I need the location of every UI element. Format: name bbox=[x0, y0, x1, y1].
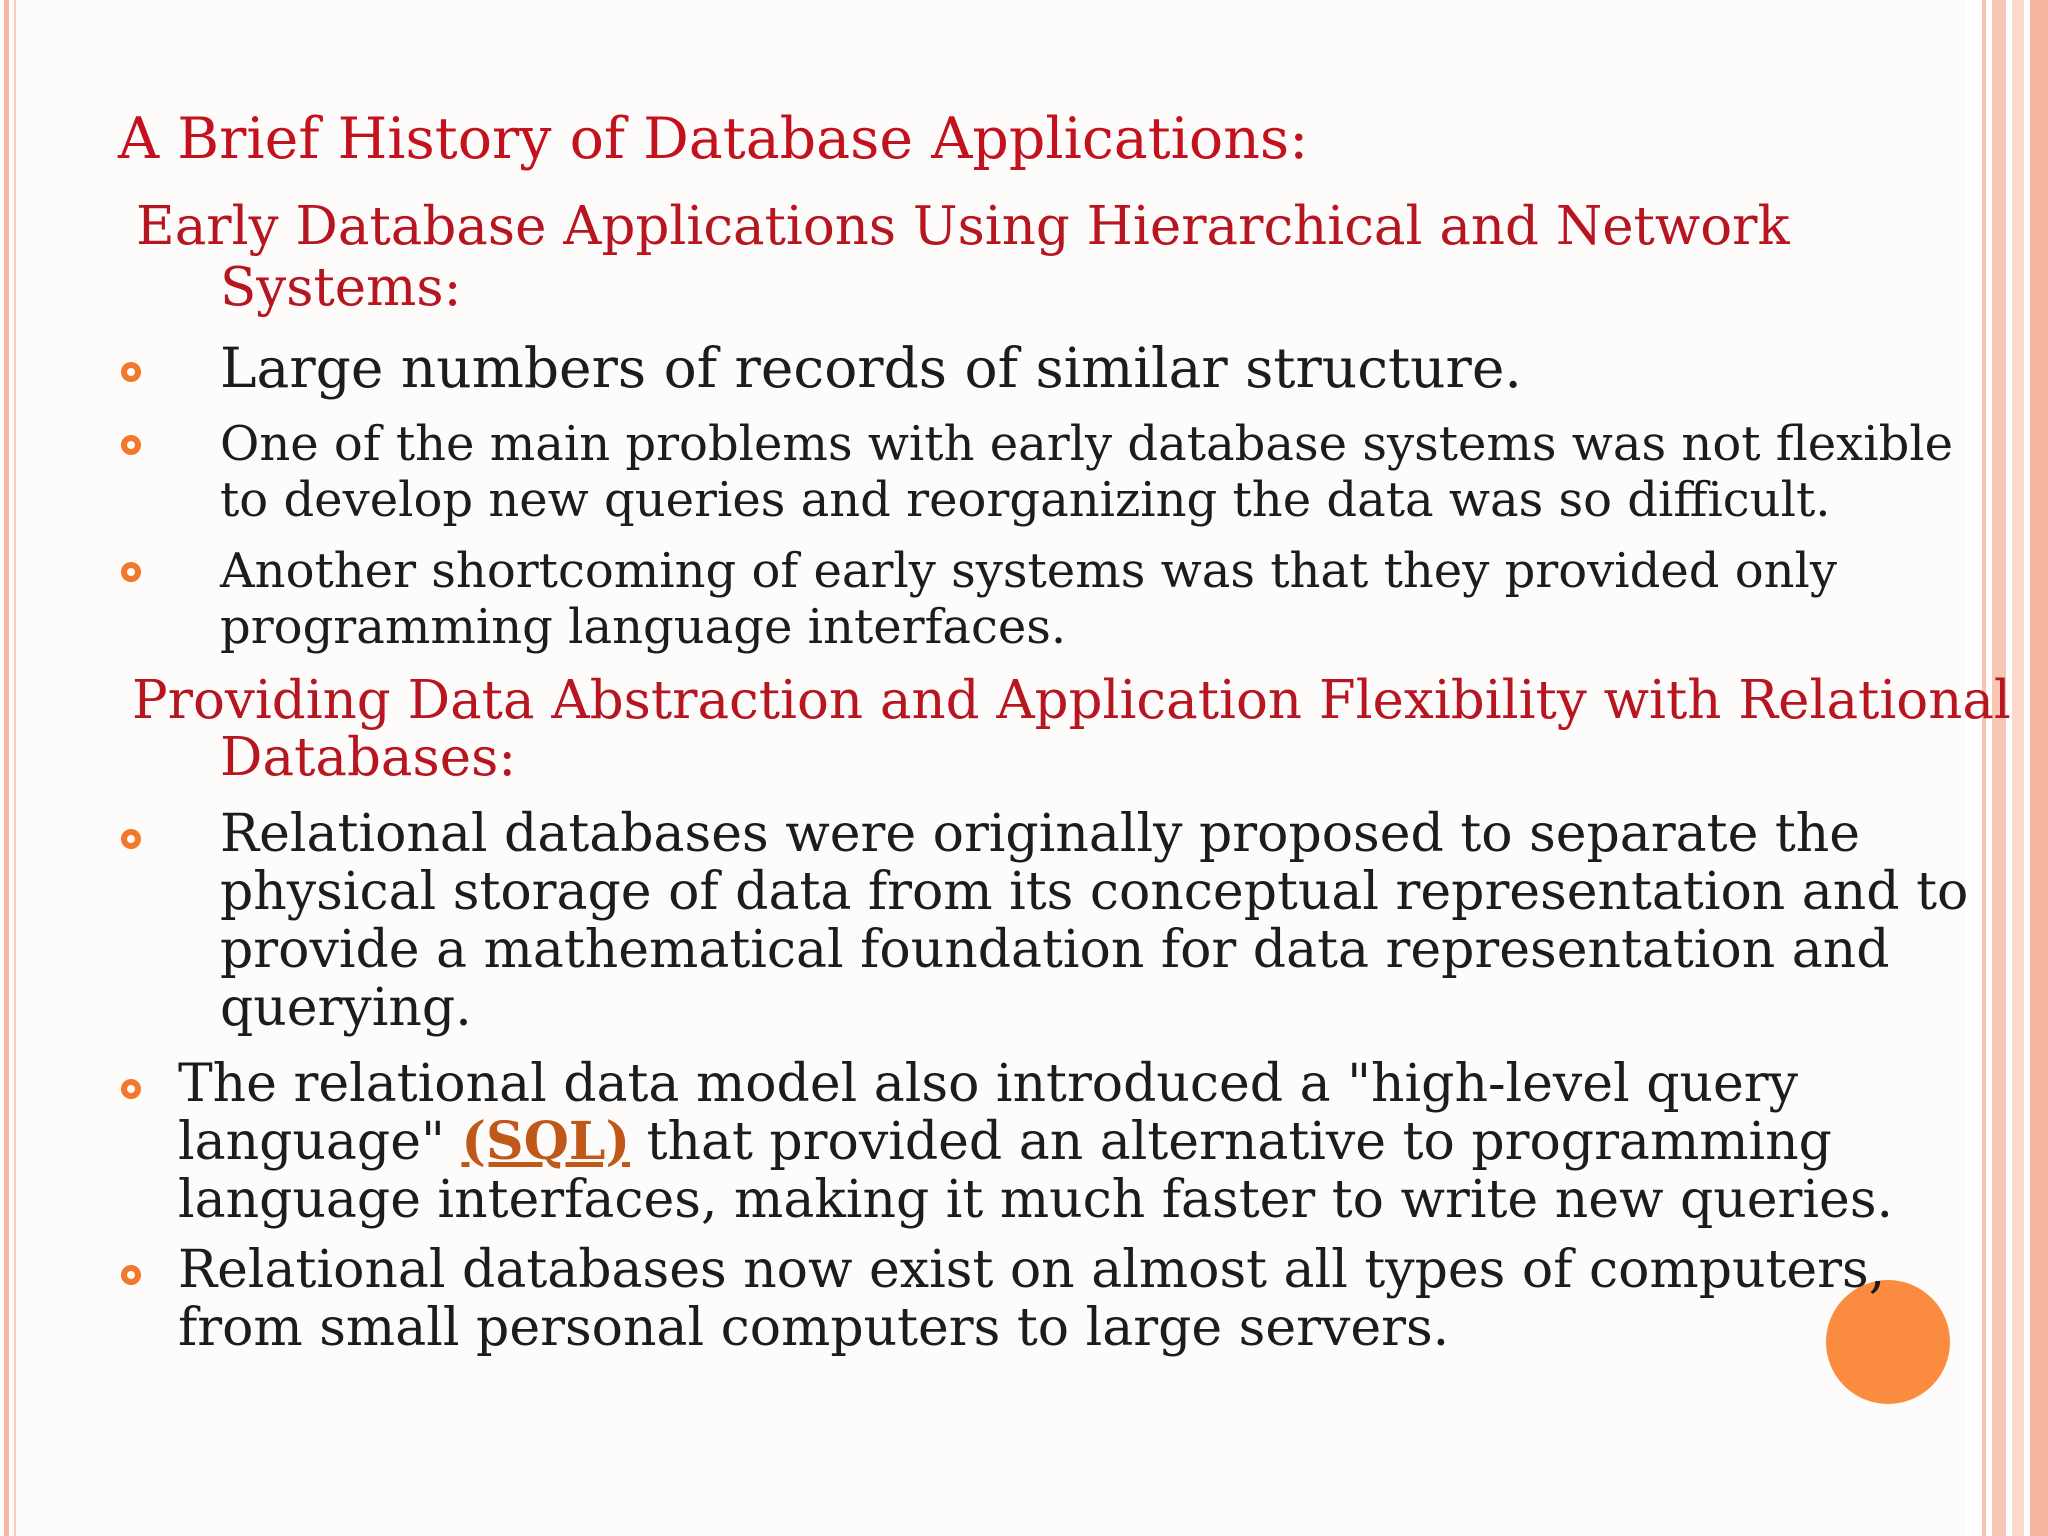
bullet-text: programming language interfaces. bbox=[220, 599, 1067, 655]
bullet-icon bbox=[121, 1079, 141, 1099]
bullet-icon bbox=[121, 435, 141, 455]
bullet-icon bbox=[121, 829, 141, 849]
bullet-text: provide a mathematical foundation for data representation and bbox=[220, 920, 1890, 980]
bullet-text: Relational databases now exist on almost all types of computers, bbox=[178, 1240, 1886, 1300]
bullet-text: The relational data model also introduced a "high-level query bbox=[178, 1054, 1799, 1114]
right-border-band bbox=[1966, 0, 2048, 1536]
section-heading-early-databases: Early Database Applications Using Hierarchical and Network bbox=[136, 196, 1790, 257]
bullet-text-segment: that provided an alternative to programming bbox=[630, 1112, 1832, 1172]
bullet-text: to develop new queries and reorganizing the data was so difficult. bbox=[220, 472, 1831, 528]
bullet-text: Another shortcoming of early systems was that they provided only bbox=[220, 543, 1837, 599]
slide-title: A Brief History of Database Applications: bbox=[118, 106, 1309, 172]
bullet-text: physical storage of data from its conceptual representation and to bbox=[220, 862, 1969, 922]
bullet-text: Large numbers of records of similar structure. bbox=[220, 336, 1522, 400]
bullet-text-with-link bbox=[178, 1113, 1832, 1171]
right-stripe bbox=[1992, 0, 2006, 1536]
bullet-icon bbox=[121, 1265, 141, 1285]
bullet-text: One of the main problems with early database systems was not flexible bbox=[220, 416, 1954, 472]
bullet-text: Relational databases were originally proposed to separate the bbox=[220, 804, 1861, 864]
left-border-line-thin bbox=[14, 0, 16, 1536]
right-stripe bbox=[2012, 0, 2024, 1536]
sql-link[interactable]: (SQL) bbox=[461, 1111, 631, 1172]
bullet-icon bbox=[121, 562, 141, 582]
section-heading-early-databases-cont: Systems: bbox=[220, 257, 462, 318]
bullet-text-segment: language" bbox=[178, 1112, 462, 1172]
section-heading-relational-databases: Providing Data Abstraction and Application Flexibility with Relational bbox=[132, 670, 2011, 731]
bullet-text: language interfaces, making it much faster to write new queries. bbox=[178, 1170, 1894, 1230]
right-stripe bbox=[1982, 0, 1986, 1536]
bullet-icon bbox=[121, 362, 141, 382]
bullet-text: querying. bbox=[220, 978, 472, 1038]
section-heading-relational-databases-cont: Databases: bbox=[220, 727, 517, 788]
bullet-text: from small personal computers to large servers. bbox=[178, 1298, 1450, 1358]
left-border-line bbox=[4, 0, 9, 1536]
right-stripe bbox=[2030, 0, 2048, 1536]
